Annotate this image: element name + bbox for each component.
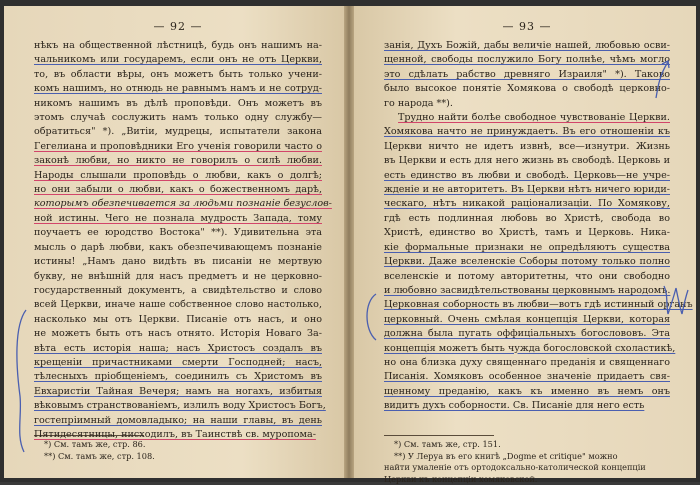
text-line: кiе формальные признаки не опредѣляютъ существа <box>384 241 670 255</box>
text-line: всей Церкви, иначе наше собственное слово настолько, <box>34 298 322 312</box>
pencil-bracket-mark <box>358 292 380 342</box>
text-line: Церковная соборность въ любви—вотъ гдѣ истинный органъ <box>384 298 670 312</box>
text-line: Трудно найти болѣе свободное чувствованiе Церкви. <box>384 111 670 125</box>
text-line: комъ нашимъ, но отнюдь не равнымъ намъ и не сотруд- <box>34 82 322 96</box>
text-line: Пятидесятницы, нисходилъ, въ Таинствѣ св. муропома- <box>34 428 322 442</box>
text-line: щенному преданiю, какъ къ именно въ немъ онъ <box>384 385 670 399</box>
text-line: Евхаристiи Тайная Вечеря; намъ на ногахъ, избитыя <box>34 385 322 399</box>
text-line: истины! „Намъ дано видѣть въ писанiи не мертвую <box>34 255 322 269</box>
text-line: гдѣ есть подлинная любовь во Христѣ, свобода во <box>384 212 670 226</box>
footnote-rule <box>384 435 494 436</box>
text-line: ной истины. Чего не познала мудрость Запада, тому <box>34 212 322 226</box>
page-number-right: — 93 — <box>384 20 670 33</box>
text-line: Народы слышали проповѣдь о любви, какъ о долгѣ; <box>34 169 322 183</box>
text-line: поучаетъ ее юродство Востока" **). Удивительна эта <box>34 226 322 240</box>
right-page <box>354 6 696 478</box>
footnote: **) У Леруа въ его книгѣ „Dogme et critique" можно <box>384 451 670 463</box>
left-footnotes <box>34 439 322 462</box>
text-line: въ Церкви и есть для него жизнь въ свободѣ. Церковь и <box>384 154 670 168</box>
footnote: **) См. тамъ же, стр. 108. <box>34 451 322 463</box>
text-line: Гегелиана и проповѣдники Его ученiя говорили часто о <box>34 140 322 154</box>
text-line: вѣта есть исторiя наша; насъ Христосъ создалъ въ <box>34 342 322 356</box>
left-page-body <box>34 39 322 431</box>
text-line: вселенскiе и потому авторитетны, что они свободно <box>384 270 670 284</box>
text-line: нѣкъ на общественной лѣстницѣ, будь онъ нашимъ на- <box>34 39 322 53</box>
text-line: видитъ духъ соборности. Св. Писанiе для него есть <box>384 399 670 413</box>
text-line: должна была пугать оффицiальныхъ богослововъ. Эта <box>384 327 670 341</box>
text-line: Христѣ, единство во Христѣ, тамъ и Церковь. Ника- <box>384 226 670 240</box>
footnote: найти умаленiе отъ ортодоксально-католической концепцiи <box>384 462 670 474</box>
right-footnotes <box>384 439 670 485</box>
text-line: было высокое понятiе Хомякова о свободѣ церковно- <box>384 82 670 96</box>
book-gutter <box>344 6 354 478</box>
footnote: *) См. тамъ же, стр. 86. <box>34 439 322 451</box>
text-line: законѣ любви, но никто не говорилъ о силѣ любви. <box>34 154 322 168</box>
text-line: есть единство въ любви и свободѣ. Церковь—не учре- <box>384 169 670 183</box>
text-line: Писанiя. Хомяковъ особенное значенiе придаетъ свя- <box>384 370 670 384</box>
text-line: никомъ нашимъ въ дѣлѣ проповѣди. Онъ можетъ въ <box>34 97 322 111</box>
text-line: то, въ области вѣры, онъ можетъ быть только учени- <box>34 68 322 82</box>
text-line: крещенiи причастниками смерти Господней; насъ, <box>34 356 322 370</box>
pencil-bracket-mark <box>10 306 30 456</box>
text-line: государственный документъ, а свидѣтельство и слово <box>34 284 322 298</box>
text-line: чальникомъ или государемъ, если онъ не отъ Церкви, <box>34 53 322 67</box>
text-line: но они забыли о любви, какъ о божественномъ дарѣ, <box>34 183 322 197</box>
footnote: Церкви къ концепцiи хомяковской. <box>384 474 670 485</box>
text-line: и любовно засвидѣтельствованы церковнымъ народомъ. <box>384 284 670 298</box>
text-line: ческаго, нѣтъ никакой рацiонализацiи. По Хомякову, <box>384 197 670 211</box>
text-line: Церкви ничто не идетъ извнѣ, все—изнутри. Жизнь <box>384 140 670 154</box>
text-line: гостепрiимный домовладыко; на наши главы, въ день <box>34 414 322 428</box>
text-line: церковный. Очень смѣлая концепцiя Церкви, которая <box>384 313 670 327</box>
text-line: не можетъ быть отъ насъ отнято. Исторiя Новаго За- <box>34 327 322 341</box>
text-line: концепцiя можетъ быть чужда богословской схоластикѣ, <box>384 342 670 356</box>
left-page <box>4 6 344 478</box>
text-line: насколько мы отъ Церкви. Писанiе отъ насъ, и оно <box>34 313 322 327</box>
text-line: занiя, Духъ Божiй, дабы величiе нашей, любовью осви- <box>384 39 670 53</box>
text-line: мысль о дарѣ любви, какъ обезпечивающемъ познанiе <box>34 241 322 255</box>
text-line: жденiе и не авторитетъ. Въ Церкви нѣтъ ничего юриди- <box>384 183 670 197</box>
text-line: этомъ случаѣ сослужить намъ только одну службу— <box>34 111 322 125</box>
page-number-left: — 92 — <box>34 20 322 33</box>
text-line: Церкви. Даже вселенскiе Соборы потому только полно <box>384 255 670 269</box>
text-line: но она близка духу священнаго преданiя и священнаго <box>384 356 670 370</box>
text-line: Хомякова начто не принуждаетъ. Въ его отношенiи къ <box>384 125 670 139</box>
text-line: вѣковымъ странствованiемъ, излилъ воду Христосъ Богъ, <box>34 399 322 413</box>
text-line: букву, не внѣшнiй для насъ предметъ и не церковно- <box>34 270 322 284</box>
right-page-body <box>384 39 670 431</box>
text-line: которымъ обезпечивается за людьми познанiе безуслов- <box>34 197 322 211</box>
text-line: щенной, свободы послужило Богу полнѣе, чѣмъ могло <box>384 53 670 67</box>
text-line: это сдѣлать рабство древняго Израиля" *). Таково <box>384 68 670 82</box>
text-line: го народа **). <box>384 97 670 111</box>
text-line: обратиться" *). „Витiи, мудрецы, испытатели закона <box>34 125 322 139</box>
text-line: тѣлесныхъ пріобщенiемъ, соединилъ съ Христомъ въ <box>34 370 322 384</box>
footnote: *) См. тамъ же, стр. 151. <box>384 439 670 451</box>
